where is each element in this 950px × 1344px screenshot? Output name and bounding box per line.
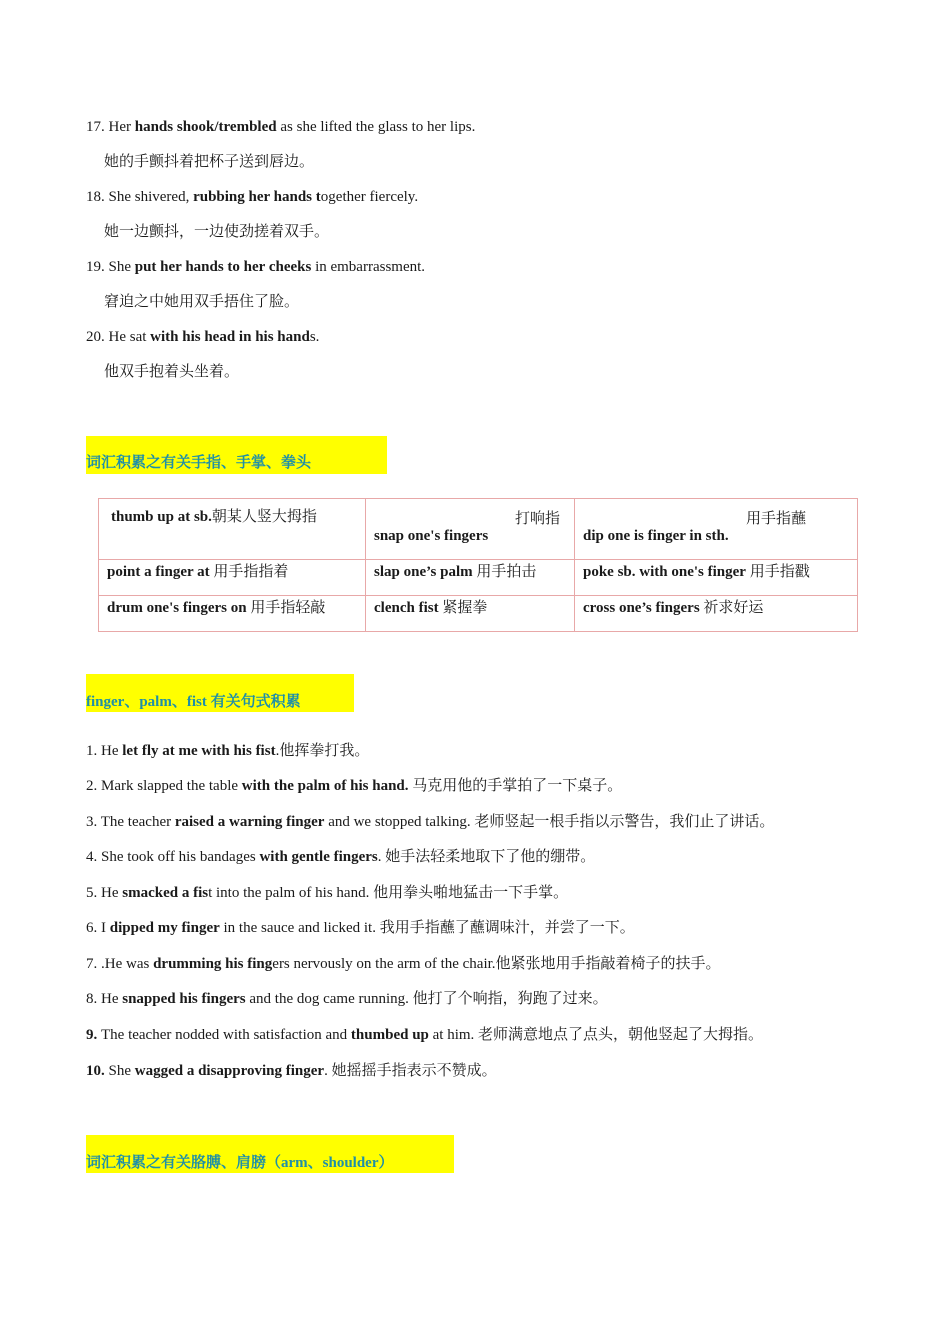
key-phrase: thumbed up	[350, 1027, 429, 1043]
table-cell: 打响指 snap one's fingers	[366, 499, 575, 560]
translation-19: 窘迫之中她用双手捂住了脸。	[104, 294, 300, 310]
sentence-number: 19.	[86, 259, 109, 275]
sentence-number: 18.	[86, 189, 109, 205]
key-phrase: raised a warning finger	[174, 814, 325, 830]
table-cell: thumb up at sb.朝某人竖大拇指	[99, 499, 366, 560]
key-phrase: smacked a fis	[122, 885, 209, 901]
sentence-17: 17. Her hands shook/trembled as she lifted the glass to her lips.	[86, 119, 476, 135]
section-heading-arm-vocab: 词汇积累之有关胳膊、肩膀（arm、shoulder）	[86, 1135, 454, 1173]
finger-sentence-10: 10. She wagged a disapproving finger. 她摇摇手指表示不赞成。	[86, 1063, 497, 1079]
finger-sentence-2: 2. Mark slapped the table with the palm of his hand. 马克用他的手掌拍了一下桌子。	[86, 778, 623, 794]
table-cell: slap one’s palm 用手拍击	[366, 560, 575, 596]
sentence-18: 18. She shivered, rubbing her hands together fiercely.	[86, 189, 419, 205]
sentence-19: 19. She put her hands to her cheeks in embarrassment.	[86, 259, 426, 275]
key-phrase: with the palm of his hand.	[241, 778, 409, 794]
sentence-20: 20. He sat with his head in his hands.	[86, 329, 320, 345]
key-phrase: snapped his fingers	[122, 991, 246, 1007]
key-phrase: with his head in his hand	[150, 329, 310, 345]
key-phrase: rubbing her hands t	[193, 189, 321, 205]
key-phrase: put her hands to her cheeks	[134, 259, 312, 275]
table-cell: poke sb. with one's finger 用手指戳	[575, 560, 858, 596]
key-phrase: drumming his fing	[153, 956, 273, 972]
finger-sentence-8: 8. He snapped his fingers and the dog came running. 他打了个响指，狗跑了过来。	[86, 991, 608, 1007]
finger-sentence-3: 3. The teacher raised a warning finger and we stopped talking. 老师竖起一根手指以示警告，我们止了讲话。	[86, 814, 775, 830]
sentence-number: 20.	[86, 329, 109, 345]
finger-sentence-9: 9. The teacher nodded with satisfaction and thumbed up at him. 老师满意地点了点头，朝他竖起了大拇指。	[86, 1027, 764, 1043]
section-heading-finger-vocab: 词汇积累之有关手指、手掌、拳头	[86, 436, 387, 474]
table-cell: point a finger at 用手指指着	[99, 560, 366, 596]
table-cell: drum one's fingers on 用手指轻敲	[99, 596, 366, 632]
table-row	[99, 560, 858, 596]
translation-17: 她的手颤抖着把杯子送到唇边。	[104, 154, 315, 170]
finger-sentence-1: 1. He let fly at me with his fist.他挥拳打我。	[86, 743, 370, 759]
table-row	[99, 499, 858, 560]
table-cell: clench fist 紧握拳	[366, 596, 575, 632]
translation-18: 她一边颤抖，一边使劲搓着双手。	[104, 224, 330, 240]
key-phrase: wagged a disapproving finger	[134, 1063, 325, 1079]
table-cell: 用手指蘸 dip one is finger in sth.	[575, 499, 858, 560]
finger-sentence-6: 6. I dipped my finger in the sauce and licked it. 我用手指蘸了蘸调味汁，并尝了一下。	[86, 920, 635, 936]
key-phrase: dipped my finger	[109, 920, 220, 936]
translation-20: 他双手抱着头坐着。	[104, 364, 240, 380]
vocab-table	[98, 498, 858, 632]
finger-sentence-4: 4. She took off his bandages with gentle fingers. 她手法轻柔地取下了他的绷带。	[86, 849, 596, 865]
key-phrase: hands shook/trembled	[134, 119, 277, 135]
table-row	[99, 596, 858, 632]
key-phrase: with gentle fingers	[259, 849, 378, 865]
section-heading-finger-sentences: finger、palm、fist 有关句式积累	[86, 674, 354, 712]
table-cell: cross one’s fingers 祈求好运	[575, 596, 858, 632]
key-phrase: let fly at me with his fist	[122, 743, 276, 759]
sentence-number: 17.	[86, 119, 109, 135]
finger-sentence-5: 5. He smacked a fist into the palm of his hand. 他用拳头啪地猛击一下手掌。	[86, 885, 569, 901]
finger-sentence-7: 7. .He was drumming his fingers nervously on the arm of the chair.他紧张地用手指敲着椅子的扶手。	[86, 956, 721, 972]
